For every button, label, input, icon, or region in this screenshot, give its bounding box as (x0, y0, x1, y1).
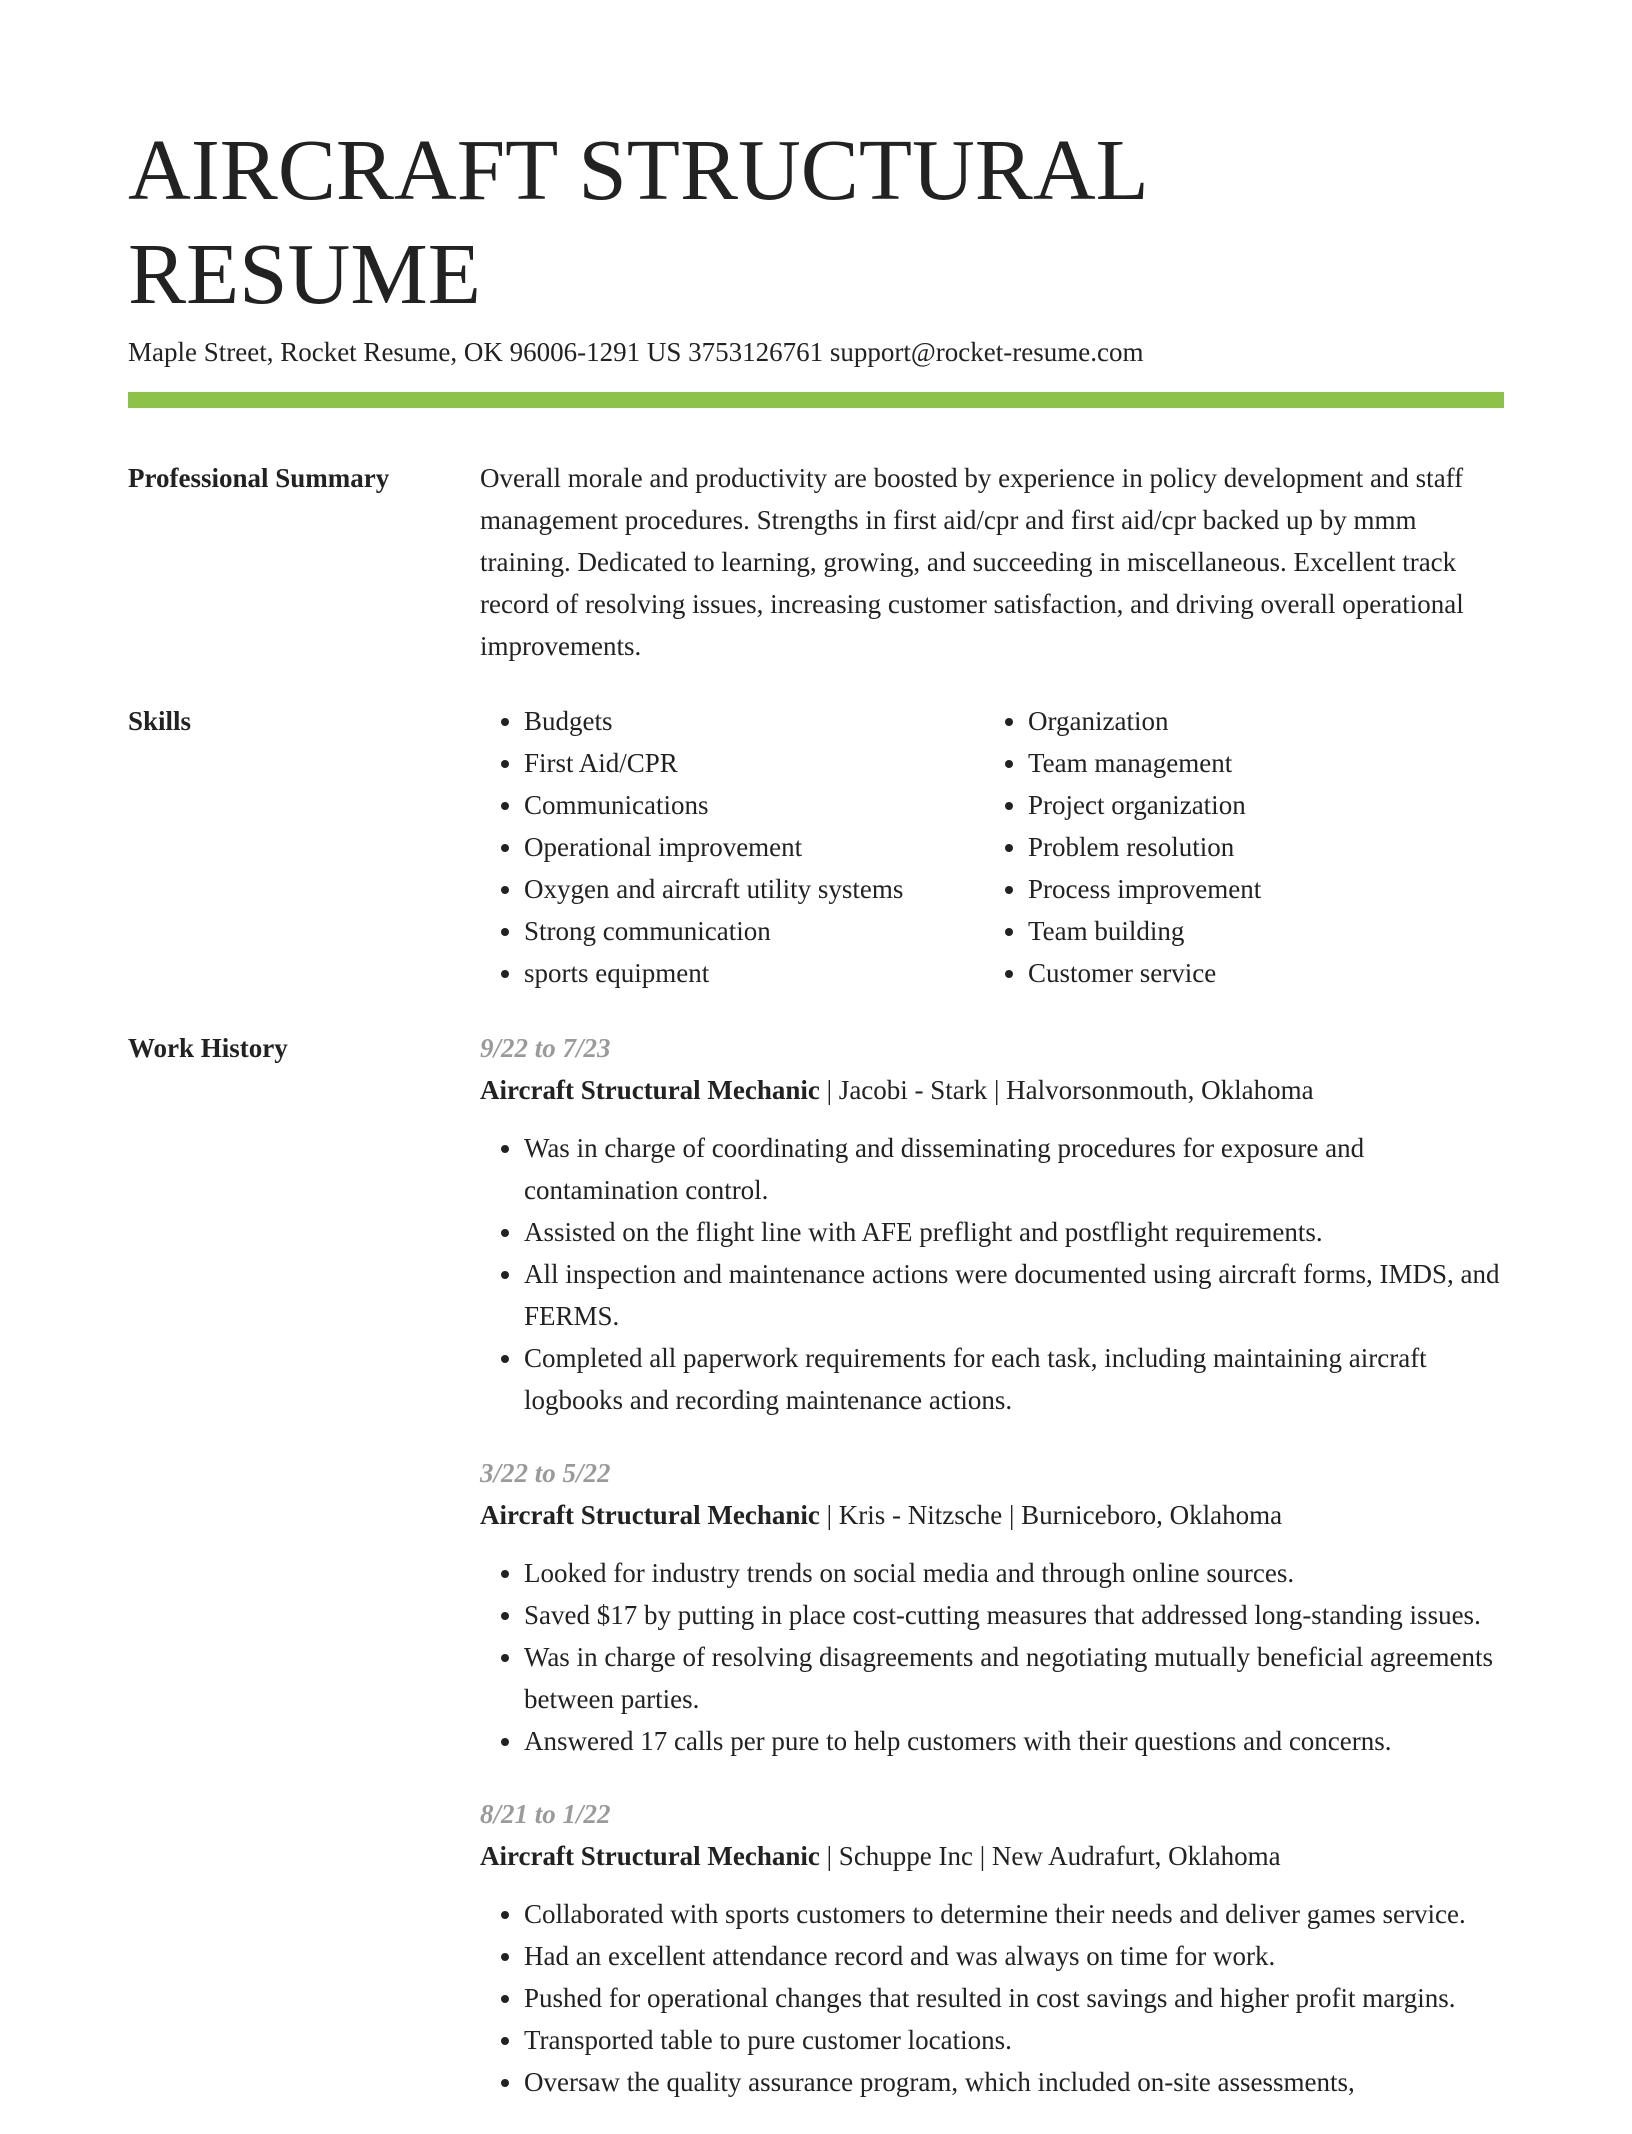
job-heading (480, 1069, 1504, 1111)
job-bullet: • Transported table to pure customer locations. (524, 2019, 1504, 2061)
contact-line: Maple Street, Rocket Resume, OK 96006-1291 US 3753126761 support@rocket-resume.com (128, 337, 1144, 367)
skill-item: • Customer service (1028, 952, 1448, 994)
job-title: Aircraft Structural Mechanic (480, 1075, 820, 1105)
skill-item: • Project organization (1028, 784, 1448, 826)
job-entry (480, 1027, 1504, 1421)
job-bullet: • Had an excellent attendance record and was always on time for work. (524, 1935, 1504, 1977)
job-dates: 9/22 to 7/23 (480, 1033, 611, 1063)
job-bullet-list (480, 1893, 1504, 2103)
skill-item: • Team building (1028, 910, 1448, 952)
skills-list-right (984, 700, 1448, 994)
job-heading (480, 1494, 1504, 1536)
skills-columns (480, 700, 1504, 994)
job-company-location: | Jacobi - Stark | Halvorsonmouth, Oklahoma (819, 1075, 1314, 1105)
job-bullet: • Saved $17 by putting in place cost-cutting measures that addressed long-standing issues. (524, 1594, 1504, 1636)
job-bullet: • All inspection and maintenance actions were documented using aircraft forms, IMDS, and FERMS. (524, 1253, 1504, 1337)
skill-item: • Oxygen and aircraft utility systems (524, 868, 984, 910)
skill-item: • Team management (1028, 742, 1448, 784)
section-heading-work: Work History (128, 1033, 288, 1063)
skill-item: • Organization (1028, 700, 1448, 742)
job-bullet: • Looked for industry trends on social media and through online sources. (524, 1552, 1504, 1594)
job-title: Aircraft Structural Mechanic (480, 1841, 820, 1871)
job-bullet-list (480, 1552, 1504, 1762)
skills-section (128, 700, 1504, 994)
skill-item: • Strong communication (524, 910, 984, 952)
job-heading (480, 1835, 1504, 1877)
job-entry (480, 1793, 1504, 2103)
work-history-body (480, 1027, 1504, 2134)
job-title: Aircraft Structural Mechanic (480, 1500, 820, 1530)
resume-page (128, 0, 1504, 2134)
accent-divider (128, 392, 1504, 408)
job-dates: 3/22 to 5/22 (480, 1458, 611, 1488)
job-bullet: • Assisted on the flight line with AFE preflight and postflight requirements. (524, 1211, 1504, 1253)
job-entry (480, 1452, 1504, 1762)
job-dates: 8/21 to 1/22 (480, 1799, 611, 1829)
resume-title: AIRCRAFT STRUCTURAL RESUME (128, 121, 1146, 322)
summary-text: Overall morale and productivity are boosted by experience in policy development and staff management procedures. Strengths in first aid/cpr and first aid/cpr backed up by mmm training. Dedicated to learning, growing, and succeeding in miscellaneous. Excellent track record of resolving issues, increasing customer satisfaction, and driving overall operational improvements. (480, 463, 1464, 661)
skill-item: • Process improvement (1028, 868, 1448, 910)
skill-item: • Operational improvement (524, 826, 984, 868)
skills-list-left (480, 700, 984, 994)
section-heading-summary: Professional Summary (128, 463, 390, 493)
job-bullet: • Answered 17 calls per pure to help customers with their questions and concerns. (524, 1720, 1504, 1762)
skill-item: • Communications (524, 784, 984, 826)
section-heading-skills: Skills (128, 706, 192, 736)
job-bullet: • Pushed for operational changes that resulted in cost savings and higher profit margins. (524, 1977, 1504, 2019)
summary-section (128, 457, 1504, 667)
job-bullet: • Was in charge of resolving disagreements and negotiating mutually beneficial agreements between parties. (524, 1636, 1504, 1720)
job-bullet-list (480, 1127, 1504, 1421)
job-company-location: | Schuppe Inc | New Audrafurt, Oklahoma (819, 1841, 1281, 1871)
skill-item: • sports equipment (524, 952, 984, 994)
skill-item: • Budgets (524, 700, 984, 742)
work-history-section (128, 1027, 1504, 2134)
job-bullet: • Collaborated with sports customers to determine their needs and deliver games service. (524, 1893, 1504, 1935)
job-company-location: | Kris - Nitzsche | Burniceboro, Oklahoma (819, 1500, 1283, 1530)
job-bullet: • Completed all paperwork requirements for each task, including maintaining aircraft logbooks and recording maintenance actions. (524, 1337, 1504, 1421)
job-bullet: • Oversaw the quality assurance program, which included on-site assessments, (524, 2061, 1504, 2103)
skill-item: • First Aid/CPR (524, 742, 984, 784)
skill-item: • Problem resolution (1028, 826, 1448, 868)
job-bullet: • Was in charge of coordinating and disseminating procedures for exposure and contamination control. (524, 1127, 1504, 1211)
